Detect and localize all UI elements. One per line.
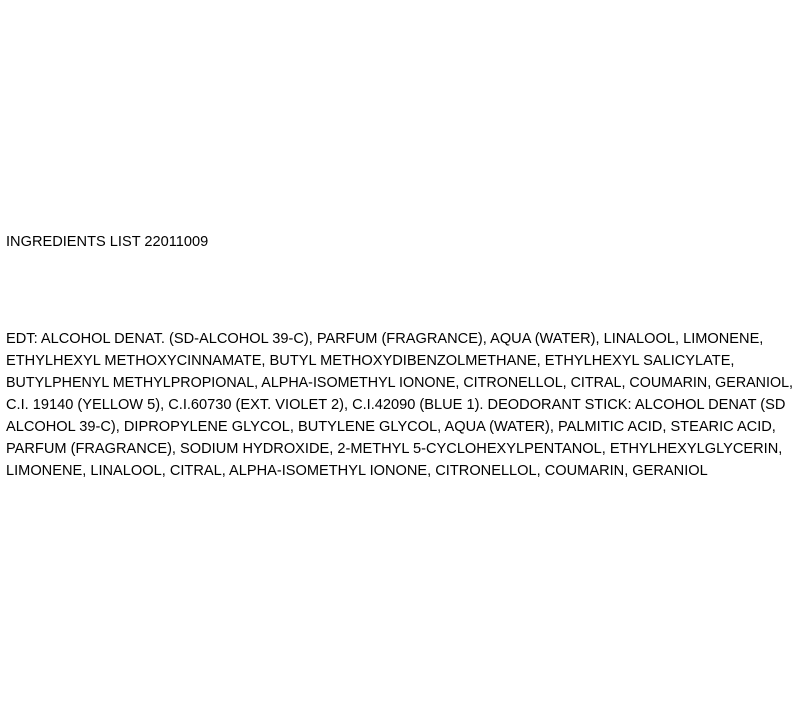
- ingredients-line: C.I. 19140 (YELLOW 5), C.I.60730 (EXT. VIOLET 2), C.I.42090 (BLUE 1). DEODORANT STICK: ALCOHOL DENAT (SD: [6, 397, 786, 413]
- ingredients-paragraph: [6, 328, 796, 482]
- ingredients-line: ALCOHOL 39-C), DIPROPYLENE GLYCOL, BUTYLENE GLYCOL, AQUA (WATER), PALMITIC ACID, STEARIC ACID,: [6, 419, 776, 435]
- ingredients-line: BUTYLPHENYL METHYLPROPIONAL, ALPHA-ISOMETHYL IONONE, CITRONELLOL, CITRAL, COUMARIN, GERANIOL,: [6, 375, 794, 391]
- ingredients-line: LIMONENE, LINALOOL, CITRAL, ALPHA-ISOMETHYL IONONE, CITRONELLOL, COUMARIN, GERANIOL: [6, 463, 708, 479]
- ingredients-heading: INGREDIENTS LIST 22011009: [6, 234, 209, 250]
- ingredients-line: ETHYLHEXYL METHOXYCINNAMATE, BUTYL METHOXYDIBENZOLMETHANE, ETHYLHEXYL SALICYLATE,: [6, 353, 735, 369]
- ingredients-line: PARFUM (FRAGRANCE), SODIUM HYDROXIDE, 2-METHYL 5-CYCLOHEXYLPENTANOL, ETHYLHEXYLGLYCERIN,: [6, 441, 783, 457]
- ingredients-line: EDT: ALCOHOL DENAT. (SD-ALCOHOL 39-C), PARFUM (FRAGRANCE), AQUA (WATER), LINALOOL, LIMONENE,: [6, 331, 764, 347]
